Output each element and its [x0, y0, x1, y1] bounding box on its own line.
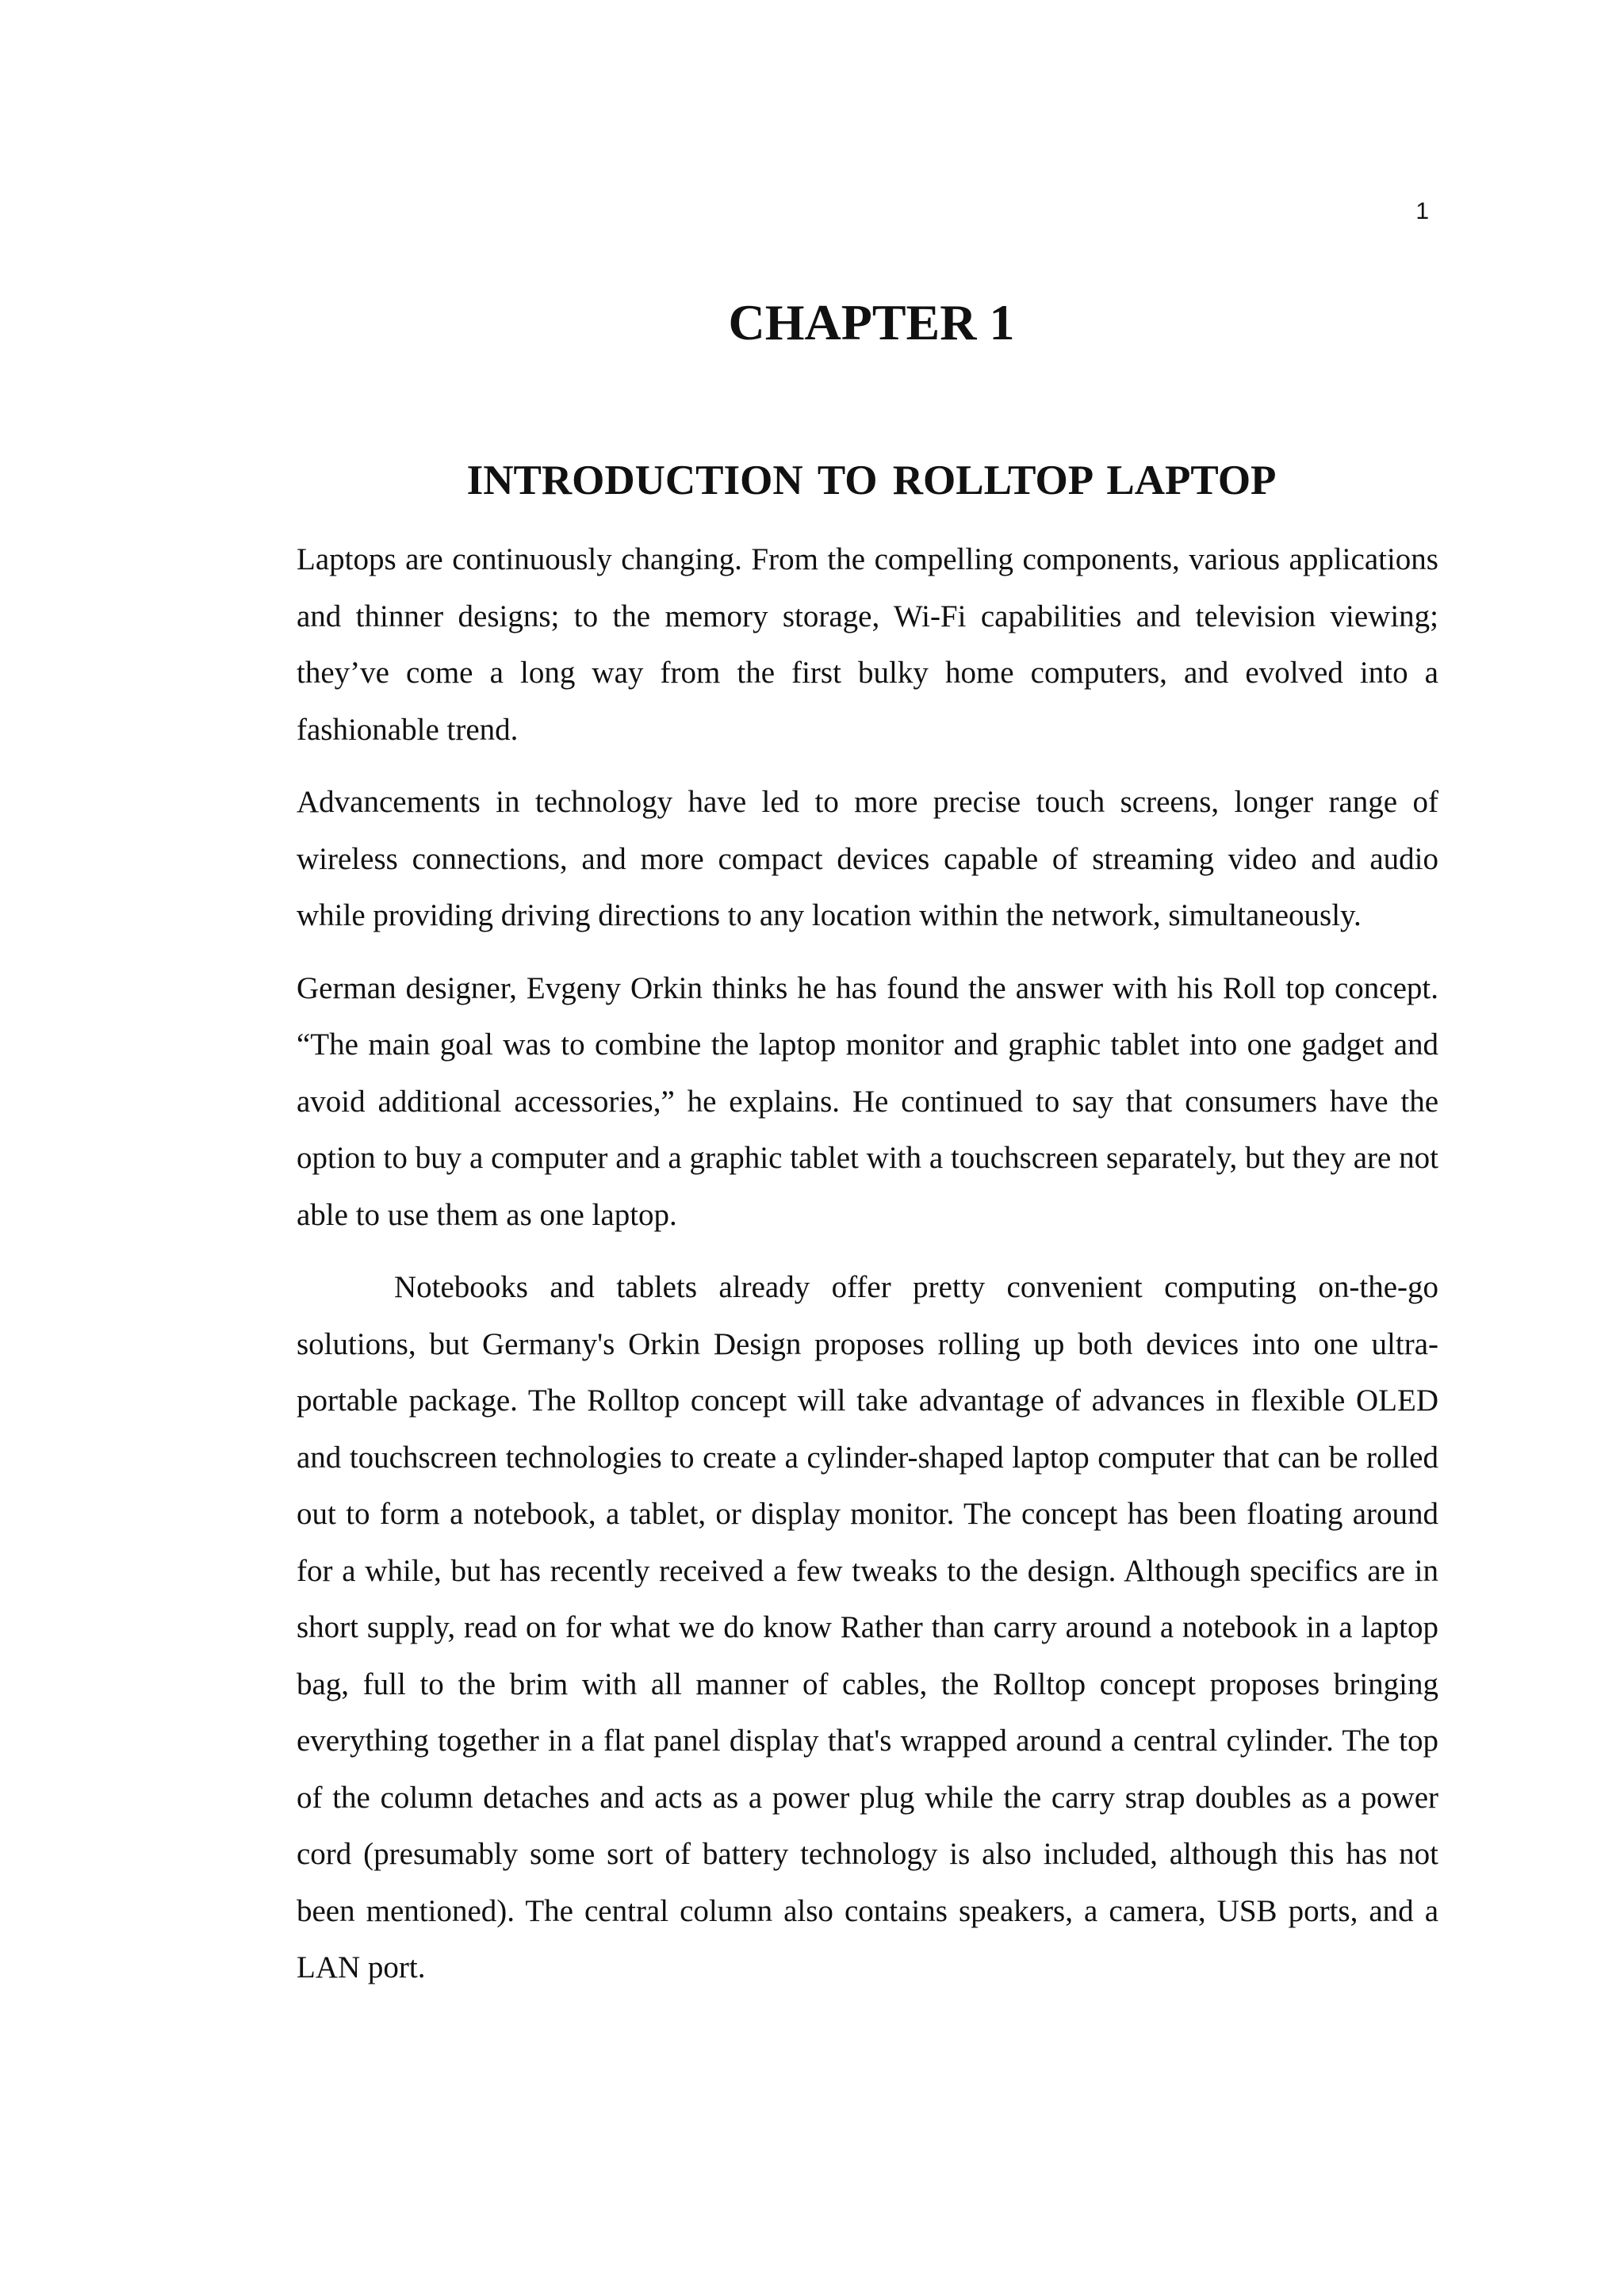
paragraph-laptops-changing: Laptops are continuously changing. From the compelling components, various applications and thinner designs; to the memory storage, Wi-Fi capabilities and television viewing; they’ve come a long way from the first bulky home computers, and evolved into a fashionable trend. — [297, 542, 1438, 747]
paragraph-designer: German designer, Evgeny Orkin thinks he has found the answer with his Roll top concept. “The main goal was to combine the laptop monitor and graphic tablet into one gadget and avoid additional accessories,” he explains. He continued to say that consumers have the option to buy a computer and a graphic tablet with a touchscreen separately, but they are not able to use them as one laptop. — [297, 970, 1438, 1232]
body-text — [297, 531, 1438, 2012]
page-number: 1 — [1415, 198, 1429, 224]
paragraph-rolltop-concept: Notebooks and tablets already offer pretty convenient computing on-the-go solutions, but Germany's Orkin Design proposes rolling up both devices into one ultra-portable package. The Rolltop concept will take advantage of advances in flexible OLED and touchscreen technologies to create a cylinder-shaped laptop computer that can be rolled out to form a notebook, a tablet, or display monitor. The concept has been floating around for a while, but has recently received a few tweaks to the design. Although specifics are in short supply, read on for what we do know Rather than carry around a notebook in a laptop bag, full to the brim with all manner of cables, the Rolltop concept proposes bringing everything together in a flat panel display that's wrapped around a central cylinder. The top of the column detaches and acts as a power plug while the carry strap doubles as a power cord (presumably some sort of battery technology is also included, although this has not been mentioned). The central column also contains speakers, a camera, USB ports, and a LAN port. — [297, 1270, 1438, 1984]
paragraph-advancements: Advancements in technology have led to more precise touch screens, longer range of wireless connections, and more compact devices capable of streaming video and audio while providing driving directions to any location within the network, simultaneously. — [297, 785, 1438, 932]
section-title: INTRODUCTION TO ROLLTOP LAPTOP — [466, 457, 1277, 503]
chapter-heading: CHAPTER 1 — [728, 294, 1015, 350]
